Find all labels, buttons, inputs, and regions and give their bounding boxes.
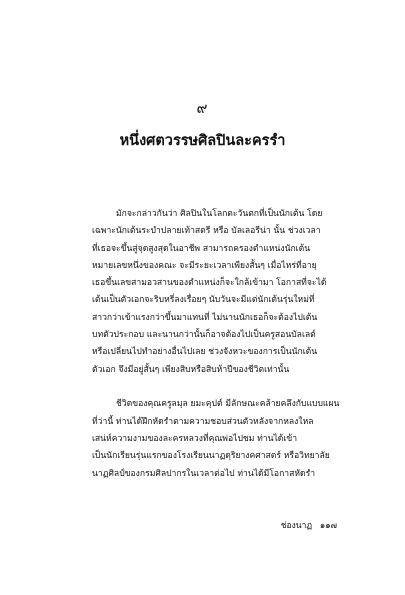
page-footer: [281, 518, 337, 532]
body-text: [92, 206, 339, 483]
text-line: หมายเลขหนึ่งของคณะ จะมีระยะเวลาเพียงสั้นๆ เมื่อไหร่ที่อายุ: [92, 260, 317, 271]
text-line: ที่ว่านี้ ท่านได้ฝึกหัดรำตามความชอบส่วนตัวหลังจากหลงใหล: [92, 416, 314, 427]
text-line: บทตัวประกอบ และนานกว่านั้นก็อาจต้องไปเป็นครูสอนบัลเลต์: [92, 330, 316, 341]
running-head: ช่องนาฏ: [280, 521, 313, 531]
text-line: นาฏศิลป์ของกรมศิลปากรในเวลาต่อไป ท่านได้มีโอกาสหัดรำ: [92, 468, 316, 479]
text-line: สาวกว่าเข้าแรงกว่าขึ้นมาแทนที่ ไม่นานนักเธอก็จะต้องไปเต้น: [92, 312, 318, 323]
text-line: มักจะกล่าวกันว่า ศิลปินในโลกตะวันตกที่เป็นนักเต้น โดย: [116, 209, 323, 219]
text-line: เต้นเป็นตัวเอกจะริบหรี่ลงเรื่อยๆ นับวันจะมีแต่นักเต้นรุ่นใหม่ที่: [92, 295, 315, 306]
text-line: ที่เธอจะขึ้นสู่จุดสูงสุดในอาชีพ สามารถครองตำแหน่งนักเต้น: [92, 243, 311, 254]
text-line: เธอขึ้นเลขสามอวสานของตำแหน่งก็จะใกล้เข้ามา โอกาสที่จะได้: [92, 278, 327, 289]
text-line: ชีวิตของคุณครูลมุล ยมะคุปต์ มีลักษณะคล้ายคลึงกับแบบแผน: [116, 399, 339, 410]
text-line: เสน่ห์ความงามของละครหลวงที่คุณพ่อไปชม ท่านได้เข้า: [92, 434, 298, 445]
chapter-number: ๙: [196, 99, 209, 117]
page-number: ๑๑๗: [319, 521, 337, 531]
text-line: เฉพาะนักเต้นระบำปลายเท้าสตรี หรือ บัลเลอรีน่า นั้น ช่วงเวลา: [92, 226, 321, 237]
paragraph-2: [92, 396, 339, 482]
paragraph-1: [92, 206, 339, 379]
text-line: เป็นนักเรียนรุ่นแรกของโรงเรียนนาฏดุริยางคศาสตร์ หรือวิทยาลัย: [92, 451, 330, 462]
text-line: หรือเปลี่ยนไปทำอย่างอื่นไปเลย ช่วงจังหวะของการเป็นนักเต้น: [92, 347, 318, 358]
chapter-title: หนึ่งศตวรรษศิลปินละครรำ: [119, 132, 286, 149]
text-line: ตัวเอก จึงมีอยู่สั้นๆ เพียงสิบหรือสิบห้าปีของชีวิตเท่านั้น: [92, 364, 290, 375]
